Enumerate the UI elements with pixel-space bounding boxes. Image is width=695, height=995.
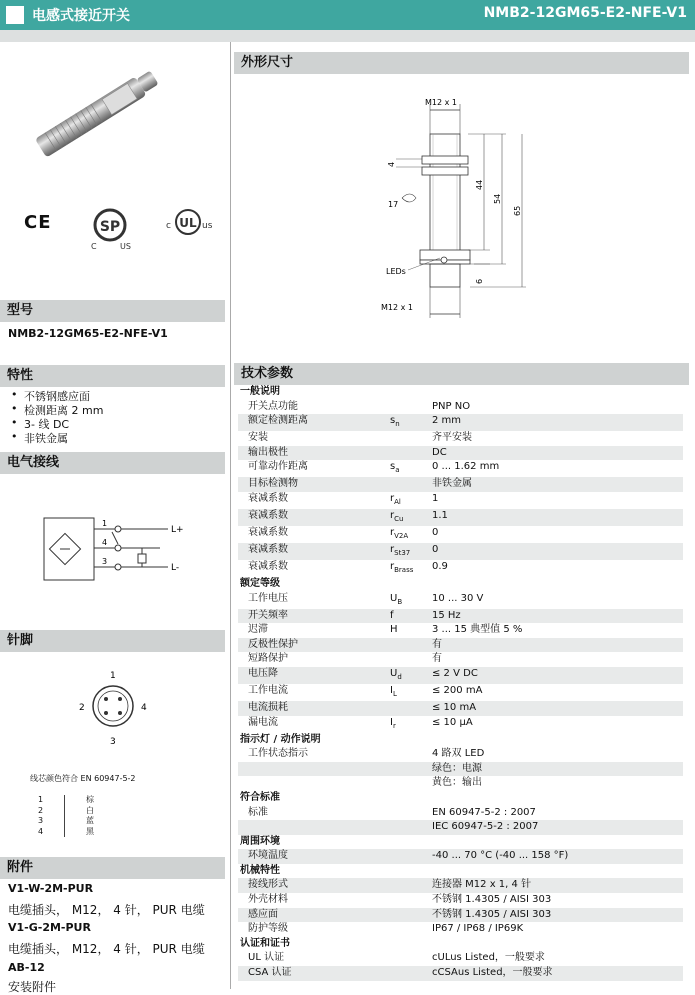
wiring-diagram — [40, 510, 220, 590]
spec-label — [238, 820, 388, 835]
spec-group-label: 周围环境 — [240, 835, 280, 847]
spec-value: 连接器 M12 x 1, 4 针 — [430, 878, 683, 893]
spec-symbol-subscript: V2A — [394, 531, 409, 540]
csa-us-label: US — [120, 242, 131, 251]
spec-group-row — [238, 864, 683, 879]
spec-value: ≤ 10 µA — [432, 716, 473, 728]
spec-symbol-subscript: a — [395, 466, 400, 475]
spec-symbol — [388, 951, 430, 966]
spec-symbol-letter: s — [390, 415, 396, 427]
spec-group-label: 机械特性 — [240, 864, 280, 876]
spec-row — [238, 922, 683, 937]
spec-row — [238, 414, 683, 431]
spec-value: 有 — [430, 638, 683, 653]
spec-symbol — [388, 652, 430, 667]
spec-row — [238, 492, 683, 509]
wire-color-names — [86, 795, 94, 837]
pin-2-label: 2 — [79, 703, 85, 713]
ul-mark-icon — [162, 208, 216, 238]
spec-label: 接线形式 — [238, 878, 388, 893]
spec-symbol — [388, 820, 430, 835]
spec-label: 输出极性 — [238, 446, 388, 461]
spec-label: 迟滞 — [248, 624, 268, 636]
spec-label: 开关点功能 — [248, 400, 298, 412]
spec-row — [238, 623, 683, 638]
spec-row — [238, 509, 683, 526]
spec-symbol-subscript: Brass — [394, 565, 414, 574]
spec-label: 安装 — [248, 432, 268, 444]
spec-symbol-letter: r — [390, 492, 395, 504]
ul-us-label: us — [202, 221, 213, 231]
spec-value: 0 — [432, 526, 439, 538]
spec-symbol — [388, 431, 430, 446]
spec-label: 衰减系数 — [248, 526, 288, 538]
spec-symbol — [388, 878, 430, 893]
feature-item: • 非铁金属 — [24, 430, 68, 446]
spec-value: 2 mm — [430, 414, 683, 431]
spec-symbol — [388, 446, 430, 461]
dimensions-section-header: 外形尺寸 — [234, 52, 689, 74]
spec-label: 短路保护 — [248, 653, 288, 665]
wire-color-name: 蓝 — [86, 816, 94, 825]
spec-row — [238, 684, 683, 701]
spec-row — [238, 747, 683, 762]
spec-row — [238, 431, 683, 446]
spec-row — [238, 820, 683, 835]
ul-mark-letters: UL — [179, 216, 197, 230]
spec-symbol — [388, 477, 430, 492]
accessories-section-header: 附件 — [0, 857, 225, 879]
wire-color-divider — [64, 795, 65, 837]
spec-symbol-letter: r — [390, 560, 395, 572]
spec-label: 开关频率 — [238, 609, 388, 624]
dim-65: 65 — [513, 205, 522, 216]
spec-group-label: 指示灯 / 动作说明 — [240, 733, 321, 745]
pin-3-label: 3 — [110, 737, 116, 747]
spec-value: 3 ... 15 典型值 5 % — [432, 624, 523, 636]
accessory-desc: 安装附件 — [8, 980, 57, 994]
spec-group-row — [238, 791, 683, 806]
dim-44: 44 — [475, 179, 484, 190]
spec-label: 衰减系数 — [238, 509, 388, 526]
spec-label: 电压降 — [238, 667, 388, 684]
spec-label: 工作电流 — [248, 684, 288, 696]
wire-pin-1: 1 — [102, 519, 108, 528]
dim-leds-label: LEDs — [386, 267, 406, 276]
spec-symbol-letter: r — [390, 526, 395, 538]
spec-row — [238, 701, 683, 716]
spec-value: DC — [430, 446, 683, 461]
spec-row — [238, 609, 683, 624]
spec-symbol — [388, 609, 430, 624]
spec-value: -40 ... 70 °C (-40 ... 158 °F) — [430, 849, 683, 864]
spec-row — [238, 908, 683, 923]
tech-section-header: 技术参数 — [234, 363, 689, 385]
spec-label: 反极性保护 — [238, 638, 388, 653]
ce-mark-text: CE — [24, 212, 52, 233]
accessory-name: AB-12 — [8, 961, 45, 974]
spec-label: CSA 认证 — [238, 966, 388, 981]
spec-symbol-letter: I — [390, 716, 393, 728]
pin-1-label: 1 — [110, 671, 116, 681]
wire-color-name: 黑 — [86, 826, 94, 836]
spec-row — [238, 878, 683, 893]
wire-color-number: 4 — [38, 826, 44, 836]
spec-label — [238, 776, 388, 791]
spec-value: cULus Listed，一般要求 — [432, 952, 545, 964]
feature-item: • 不锈钢感应面 — [24, 388, 90, 404]
wire-color-number: 1 — [38, 795, 44, 804]
spec-value: 黄色：输出 — [432, 777, 482, 789]
csa-mark-icon — [88, 205, 132, 251]
wire-color-name: 白 — [86, 805, 94, 815]
spec-symbol — [388, 526, 430, 543]
spec-symbol — [388, 762, 430, 777]
connector-pinout-diagram — [75, 668, 155, 748]
dim-thread-top: M12 x 1 — [425, 98, 457, 107]
spec-value: 绿色：电源 — [430, 762, 683, 777]
spec-symbol — [388, 849, 430, 864]
spec-value: ≤ 10 mA — [430, 701, 683, 716]
model-value: NMB2-12GM65-E2-NFE-V1 — [8, 327, 168, 340]
accessory-name: V1-W-2M-PUR — [8, 882, 94, 895]
csa-c-label: C — [91, 242, 97, 251]
product-photo — [22, 62, 172, 162]
spec-symbol-subscript: d — [397, 672, 402, 681]
spec-value: 0 ... 1.62 mm — [432, 461, 500, 473]
spec-row — [238, 592, 683, 609]
dim-54: 54 — [493, 193, 502, 204]
spec-symbol — [388, 716, 430, 733]
ce-mark-icon — [24, 212, 52, 233]
spec-symbol — [388, 638, 430, 653]
spec-row — [238, 638, 683, 653]
spec-symbol-letter: U — [390, 667, 398, 679]
spec-symbol-subscript: Cu — [394, 514, 404, 523]
spec-row — [238, 460, 683, 477]
spec-row — [238, 526, 683, 543]
spec-row — [238, 893, 683, 908]
spec-symbol-subscript: L — [392, 689, 397, 698]
spec-symbol-letter: I — [390, 684, 393, 696]
spec-value: IP67 / IP68 / IP69K — [432, 923, 524, 935]
spec-row — [238, 652, 683, 667]
spec-value: cCSAus Listed，一般要求 — [430, 966, 683, 981]
spec-value: EN 60947-5-2 : 2007 — [432, 806, 536, 818]
spec-row — [238, 446, 683, 461]
spec-value: 1 — [432, 492, 439, 504]
spec-value: ≤ 200 mA — [432, 684, 483, 696]
spec-row — [238, 477, 683, 492]
dimension-drawing — [378, 92, 548, 322]
title-bar — [0, 0, 695, 30]
accessory-desc: 电缆插头， M12， 4 针， PUR 电缆 — [8, 903, 205, 917]
ul-c-label: c — [166, 221, 171, 231]
spec-symbol-letter: f — [390, 609, 394, 621]
column-divider — [230, 42, 231, 989]
model-section-header: 型号 — [0, 300, 225, 322]
spec-symbol — [388, 776, 430, 791]
spec-symbol-subscript: B — [397, 597, 403, 606]
spec-symbol — [388, 922, 430, 937]
spec-value: 1.1 — [430, 509, 683, 526]
spec-value: ≤ 2 V DC — [430, 667, 683, 684]
wire-lminus: L- — [171, 563, 180, 573]
spec-symbol — [388, 560, 430, 577]
spec-label: UL 认证 — [248, 952, 285, 964]
spec-symbol-subscript: n — [395, 420, 400, 429]
spec-symbol — [388, 623, 430, 638]
spec-symbol-letter: r — [390, 543, 395, 555]
spec-row — [238, 762, 683, 777]
spec-row — [238, 543, 683, 560]
spec-value: 齐平安装 — [432, 432, 472, 444]
spec-symbol — [388, 966, 430, 981]
spec-group-row — [238, 835, 683, 850]
spec-symbol — [388, 460, 430, 477]
spec-symbol — [388, 806, 430, 821]
csa-mark-letters: SP — [99, 219, 121, 235]
dim-6: 6 — [475, 278, 484, 284]
spec-label: 可靠动作距离 — [248, 461, 308, 473]
spec-symbol — [388, 701, 430, 716]
spec-row — [238, 806, 683, 821]
wire-pin-3: 3 — [102, 557, 108, 566]
dim-17: 17 — [388, 200, 399, 209]
spec-row — [238, 849, 683, 864]
spec-symbol — [388, 684, 430, 701]
accessory-desc: 电缆插头， M12， 4 针， PUR 电缆 — [8, 942, 205, 956]
spec-label: 衰减系数 — [248, 492, 288, 504]
spec-label: 衰减系数 — [248, 560, 288, 572]
spec-symbol-subscript: St37 — [394, 548, 411, 557]
spec-label: 衰减系数 — [238, 543, 388, 560]
spec-label: 漏电流 — [248, 716, 278, 728]
spec-symbol-letter: U — [390, 592, 398, 604]
spec-value: 4 路双 LED — [432, 748, 485, 760]
accessory-name: V1-G-2M-PUR — [8, 921, 91, 934]
spec-symbol-letter: H — [390, 624, 398, 636]
tech-data-table — [238, 385, 683, 981]
spec-label — [238, 762, 388, 777]
spec-row — [238, 951, 683, 966]
dim-thread-bottom: M12 x 1 — [381, 303, 413, 312]
spec-symbol-letter: r — [390, 509, 395, 521]
spec-label: 目标检测物 — [238, 477, 388, 492]
spec-label: 感应面 — [238, 908, 388, 923]
spec-value: 0 — [430, 543, 683, 560]
spec-row — [238, 560, 683, 577]
spec-group-label: 额定等级 — [240, 577, 280, 589]
spec-group-row — [238, 937, 683, 952]
spec-group-label: 符合标准 — [240, 791, 280, 803]
wire-pin-4: 4 — [102, 538, 108, 547]
spec-symbol — [388, 747, 430, 762]
feature-item: • 3- 线 DC — [24, 416, 69, 432]
spec-group-row — [238, 733, 683, 748]
wire-color-name: 棕 — [86, 795, 94, 804]
feature-item: • 检测距离 2 mm — [24, 402, 103, 418]
spec-label: 外壳材料 — [248, 894, 288, 906]
wire-color-numbers — [38, 795, 43, 837]
spec-symbol — [388, 908, 430, 923]
spec-label: 额定检测距离 — [238, 414, 388, 431]
spec-symbol — [388, 492, 430, 509]
spec-row — [238, 667, 683, 684]
spec-symbol — [388, 543, 430, 560]
spec-symbol-letter: s — [390, 461, 396, 473]
spec-label: 标准 — [248, 806, 268, 818]
spec-value: 不锈钢 1.4305 / AISI 303 — [430, 908, 683, 923]
category-title: 电感式接近开关 — [32, 8, 130, 24]
sub-bar — [0, 30, 695, 42]
features-section-header: 特性 — [0, 365, 225, 387]
spec-row — [238, 776, 683, 791]
spec-label: 环境温度 — [238, 849, 388, 864]
spec-value: PNP NO — [432, 400, 471, 412]
spec-value: 15 Hz — [430, 609, 683, 624]
spec-symbol — [388, 400, 430, 415]
spec-symbol — [388, 667, 430, 684]
spec-symbol — [388, 414, 430, 431]
model-title: NMB2-12GM65-E2-NFE-V1 — [483, 5, 687, 21]
wire-color-number: 3 — [38, 816, 44, 825]
pin-4-label: 4 — [141, 703, 147, 713]
spec-value: 10 ... 30 V — [432, 592, 484, 604]
spec-value: IEC 60947-5-2 : 2007 — [430, 820, 683, 835]
spec-row — [238, 716, 683, 733]
spec-group-label: 认证和证书 — [240, 937, 290, 949]
spec-label: 工作电压 — [248, 592, 288, 604]
wire-color-number: 2 — [38, 805, 44, 815]
spec-value: 非铁金属 — [430, 477, 683, 492]
spec-row — [238, 400, 683, 415]
pinout-section-header: 针脚 — [0, 630, 225, 652]
spec-symbol — [388, 509, 430, 526]
spec-group-row — [238, 385, 683, 400]
spec-row — [238, 966, 683, 981]
spec-group-label: 一般说明 — [240, 386, 280, 397]
spec-label: 防护等级 — [248, 923, 288, 935]
spec-value: 不锈钢 1.4305 / AISI 303 — [432, 894, 552, 906]
spec-value: 0.9 — [432, 560, 448, 572]
spec-symbol-subscript: Al — [394, 497, 401, 506]
spec-group-row — [238, 577, 683, 592]
spec-value: 有 — [432, 653, 442, 665]
dim-4: 4 — [387, 161, 396, 167]
wiring-section-header: 电气接线 — [0, 452, 225, 474]
spec-label: 工作状态指示 — [248, 748, 308, 760]
category-marker-icon — [6, 6, 24, 24]
spec-symbol — [388, 893, 430, 908]
wire-lplus: L+ — [171, 525, 184, 535]
spec-symbol-subscript: r — [392, 721, 396, 730]
spec-label: 电流损耗 — [238, 701, 388, 716]
wire-color-note: 线芯颜色符合 EN 60947-5-2 — [30, 774, 136, 783]
spec-symbol — [388, 592, 430, 609]
